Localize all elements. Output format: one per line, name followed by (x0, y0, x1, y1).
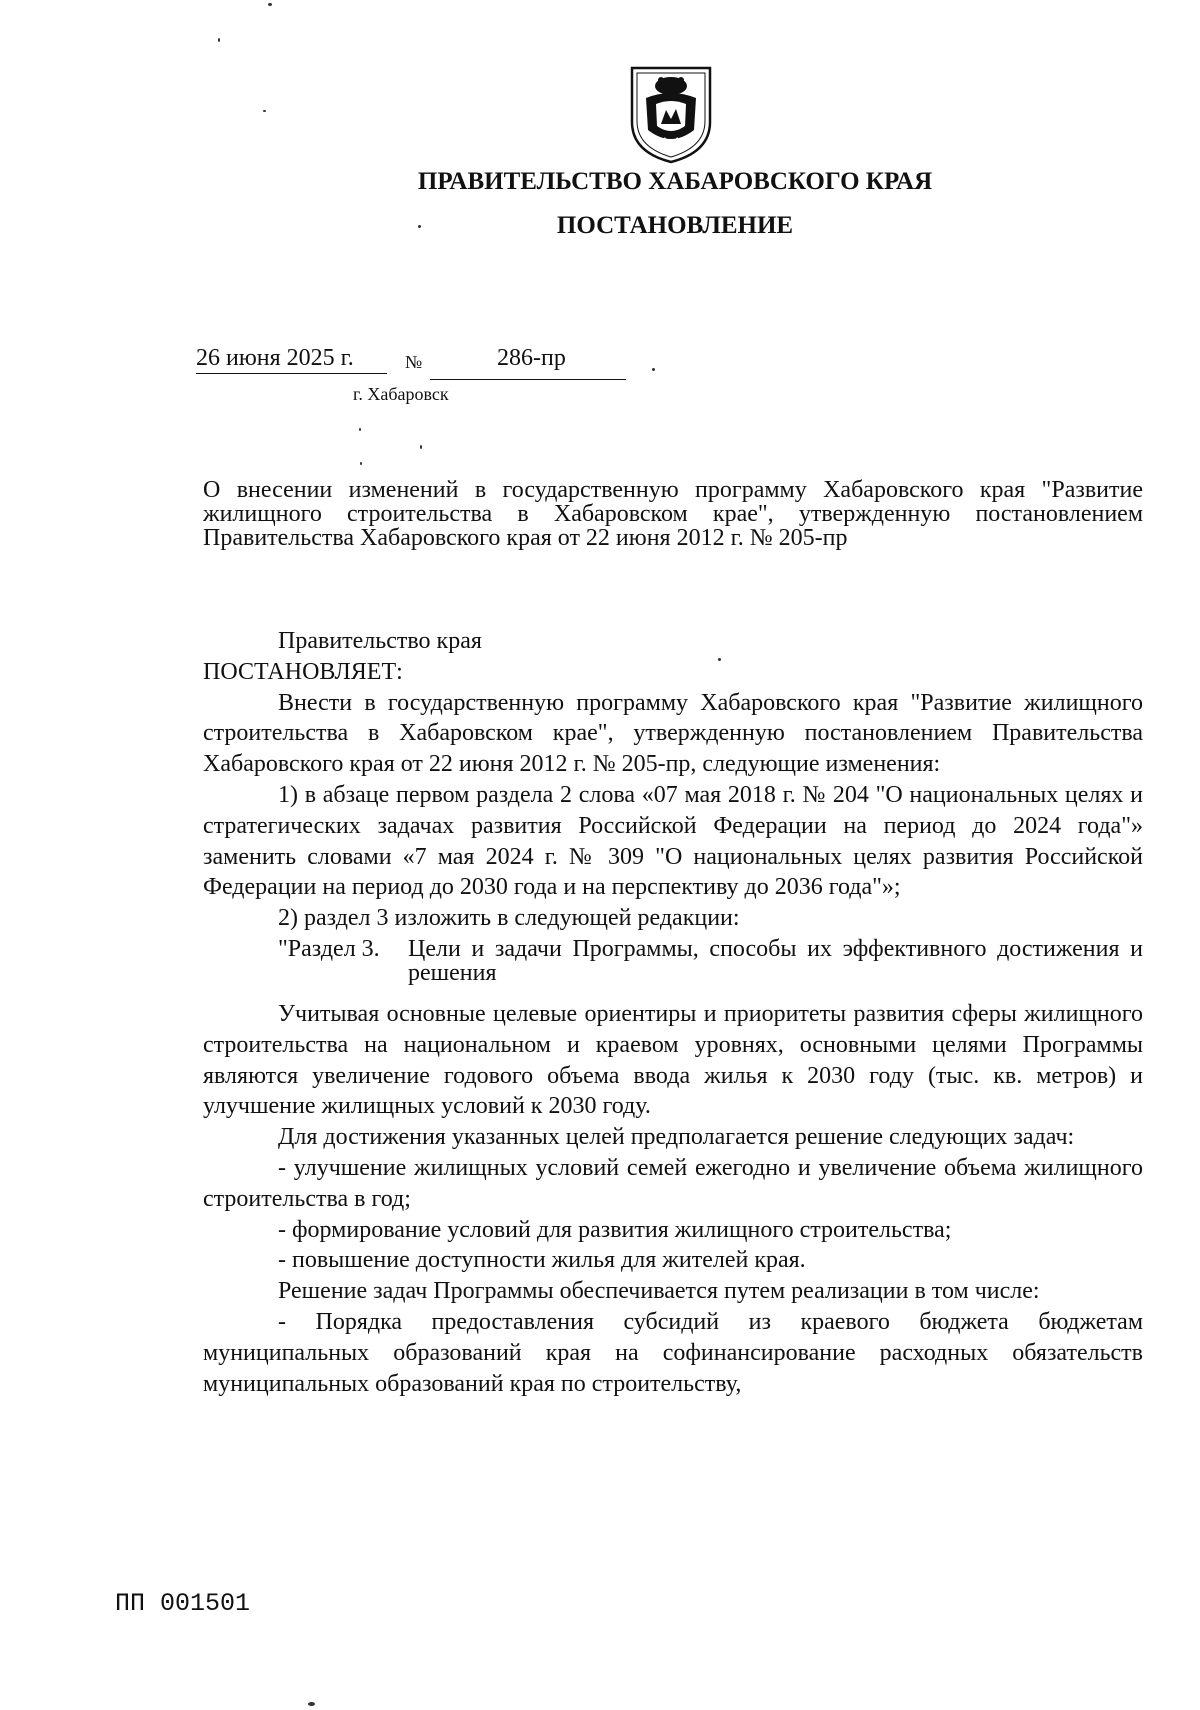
registration-stamp: ПП 001501 (115, 1589, 251, 1618)
scan-speck (418, 225, 421, 228)
section-heading (278, 937, 1143, 985)
preamble: Правительство края (278, 628, 482, 654)
amendment-item-1: 1) в абзаце первом раздела 2 слова «07 мая 2018 г. № 204 "О национальных целях и стратегических задачах развития Российской Федерации на период до 2024 года"» заменить словами «7 мая 2024 г. № 309 "О национальных целях развития Российской Федерации на период до 2030 года и на перспективу до 2036 года"»; (203, 781, 1143, 901)
date-underline (196, 373, 387, 374)
task-item: - улучшение жилищных условий семей ежегодно и увеличение объема жилищного строительства в год; (203, 1154, 1143, 1212)
task-item: - повышение доступности жилья для жителей края. (278, 1247, 806, 1274)
task-item: - формирование условий для развития жилищного строительства; (278, 1216, 952, 1243)
resolves-heading: ПОСТАНОВЛЯЕТ: (203, 658, 403, 685)
scan-speck (360, 462, 362, 465)
number-underline (430, 379, 626, 380)
document-date: 26 июня 2025 г. (196, 345, 354, 371)
document-number: 286-пр (497, 345, 566, 371)
scan-speck (420, 445, 422, 449)
tasks-intro: Для достижения указанных целей предполагается решение следующих задач: (278, 1124, 1075, 1151)
intro-paragraph: Внести в государственную программу Хабаровского края "Развитие жилищного строительства в Хабаровском крае", утвержденную постановлением Правительства Хабаровского края от 22 июня 2012 г. № 205-пр, следующие изменения: (203, 689, 1143, 778)
goals-paragraph: Учитывая основные целевые ориентиры и приоритеты развития сферы жилищного строительства на национальном и краевом уровнях, основными целями Программы являются увеличение годового объема ввода жилья к 2030 году (тыс. кв. метров) и улучшение жилищных условий к 2030 году. (203, 1000, 1143, 1120)
measure-item: - Порядка предоставления субсидий из краевого бюджета бюджетам муниципальных образований края на софинансирование расходных обязательств муниципальных образований края по строительству, (203, 1308, 1143, 1397)
amendment-item-2: 2) раздел 3 изложить в следующей редакции: (278, 905, 740, 932)
scan-speck (718, 658, 721, 661)
solution-paragraph: Решение задач Программы обеспечивается путем реализации в том числе: (278, 1278, 1040, 1305)
section-label: "Раздел 3. (278, 935, 380, 962)
scan-speck (268, 3, 272, 6)
document-body (203, 626, 1143, 1399)
document-city: г. Хабаровск (353, 384, 449, 404)
scan-speck (359, 428, 361, 431)
scan-speck (218, 38, 220, 42)
scan-speck (652, 368, 655, 371)
scan-speck (263, 110, 266, 112)
document-subject: О внесении изменений в государственную программу Хабаровского края "Развитие жилищного строительства в Хабаровском крае", утвержденную постановлением Правительства Хабаровского края от 22 июня 2012 г. № 205-пр (203, 477, 1143, 551)
government-title: ПРАВИТЕЛЬСТВО ХАБАРОВСКОГО КРАЯ (417, 168, 933, 195)
coat-of-arms-icon (628, 64, 714, 164)
document-type: ПОСТАНОВЛЕНИЕ (556, 212, 794, 239)
number-sign: № (405, 352, 423, 372)
section-title: Цели и задачи Программы, способы их эффективного достижения и решения (408, 935, 1143, 986)
scan-speck (308, 1702, 315, 1706)
